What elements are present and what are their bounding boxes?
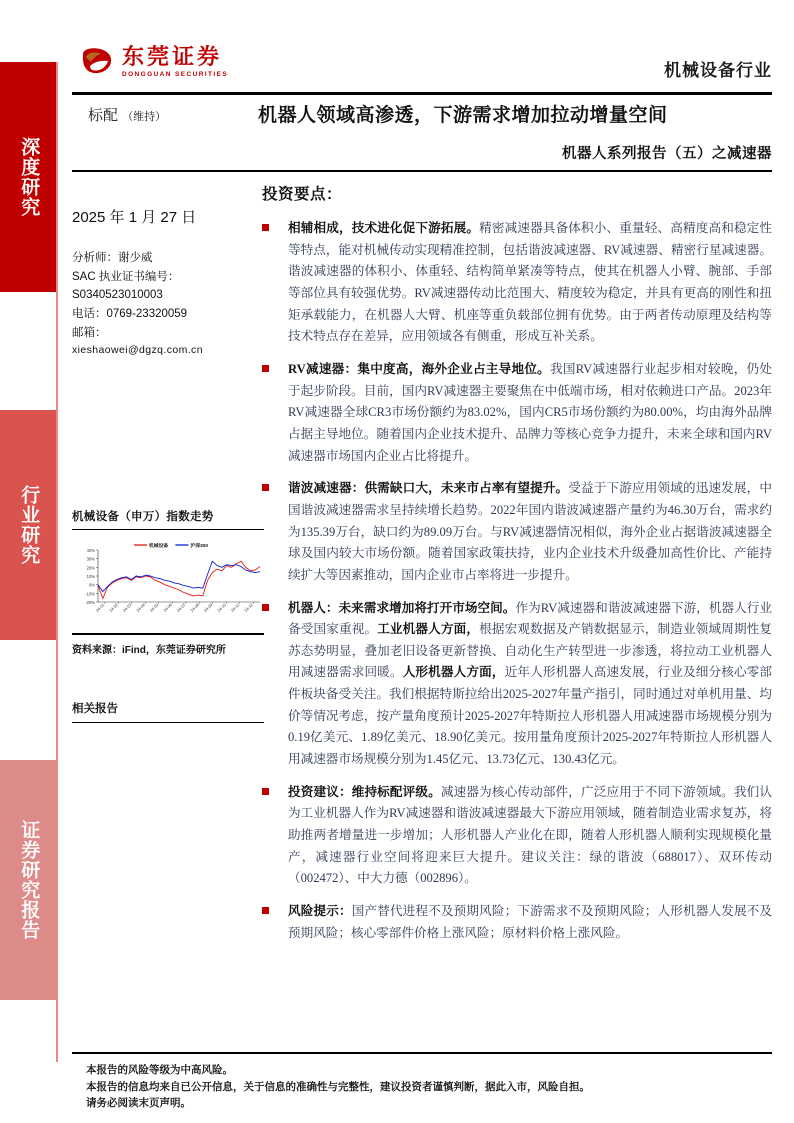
bullet-lead: 谐波减速器：供需缺口大，未来市占率有望提升。: [288, 481, 569, 496]
bullet-inline-emphasis-2: 人形机器人方面，: [402, 665, 505, 680]
sac-label: SAC 执业证书编号：: [72, 270, 180, 283]
chart-title: 机械设备（申万）指数走势: [72, 511, 214, 523]
bullet-item: [262, 218, 772, 348]
main-content: [262, 182, 772, 955]
analyst-phone: 电话：0769-23320059: [72, 307, 188, 320]
svg-text:24-12: 24-12: [243, 602, 254, 614]
bullet-body: 国产替代进程不及预期风险；下游需求不及预期风险；人形机器人发展不及预期风险；核心零部件价格上涨风险；原材料价格上涨风险。: [288, 904, 773, 940]
chart-plot-area: [72, 536, 264, 628]
svg-text:10%: 10%: [86, 574, 95, 580]
bullet-text: [288, 359, 772, 467]
svg-text:30%: 30%: [86, 557, 95, 563]
bullet-body: 减速器为核心传动部件，广泛应用于不同下游领域。我们认为工业机器人作为RV减速器和谐波减速器最大下游应用领域，随着制造业需求复苏，将助推两者增量进一步增加；人形机器人产业化在即，随着人形机器人顺利实现规模化量产，减速器行业空间将迎来巨大提升。建议关注：绿的谐波（688017）、双环传动（002472）、中大力德（002896）。: [288, 784, 773, 886]
footer-line-2: 本报告的信息均来自已公开信息，关于信息的准确性与完整性，建议投资者谨慎判断，据此入市，风险自担。: [86, 1080, 590, 1093]
footer-line-3: 请务必阅读末页声明。: [86, 1097, 191, 1110]
rating-block: [88, 104, 166, 125]
svg-text:24-07: 24-07: [175, 602, 187, 614]
bullet-lead: RV减速器：集中度高，海外企业占主导地位。: [288, 361, 551, 376]
publication-date: 2025 年 1 月 27 日: [72, 209, 197, 226]
svg-text:24-10: 24-10: [216, 602, 227, 614]
bullet-body: 精密减速器具备体积小、重量轻、高精度高和稳定性等特点，能对机械传动实现精准控制，包括谐波减速器、RV减速器、精密行星减速器。谐波减速器的体积小、体重轻、结构简单紧凑等特点，使其在机器人小臂、腕部、手部等部位具有较强优势。RV减速器传动比范围大、精度较为稳定，并具有更高的刚性和扭矩承载能力，在机器人大臂、机座等重负载部位拥有优势。由于两者传动原理及结构等技术特点存在差异，应用领域各有侧重，形成互补关系。: [288, 221, 773, 344]
rail-label-deep-research: 深度研究: [18, 137, 40, 217]
analyst-name: 分析师：谢少威: [72, 252, 153, 264]
bullet-body-part-2: 根据宏观数据及产销数据显示，制造业领域周期性复苏态势明显，叠加老旧设备更新替换、自动化生产转型进一步渗透，将拉动工业机器人用减速器需求回暖。: [288, 622, 773, 680]
page-title: 机器人领域高渗透，下游需求增加拉动增量空间: [258, 105, 668, 126]
rating-value: 标配: [88, 107, 119, 124]
left-info-column: [72, 206, 248, 359]
chart-source: 资料来源：iFind，东莞证券研究所: [72, 644, 226, 656]
index-trend-chart-card: [72, 508, 264, 656]
svg-text:24-03: 24-03: [121, 602, 133, 614]
industry-label: 机械设备行业: [664, 61, 772, 80]
logo-text: [122, 46, 228, 78]
rail-divider-line: [56, 62, 58, 1062]
sac-number: S0340523010003: [72, 289, 163, 302]
logo-english-name: DONGGUAN SECURITIES: [122, 71, 229, 78]
bullet-lead: 风险提示：: [288, 904, 352, 919]
bullet-item: [262, 901, 772, 944]
bullet-item: [262, 598, 772, 771]
rating-status: （维持）: [122, 111, 167, 123]
related-reports-rule: [72, 722, 264, 723]
svg-text:24-05: 24-05: [148, 602, 160, 614]
footer-line-1: 本报告的风险等级为中高风险。: [86, 1064, 233, 1076]
page-footer: [86, 1062, 776, 1112]
bullet-body-part-3: 近年人形机器人高速发展，行业及细分核心零部件板块备受关注。我们根据特斯拉给出2025-2027年量产指引，同时通过对单机用量、均价等情况考虑，按产量角度预计2025-2027年特斯拉人形机器人用减速器市场规模分别为0.19亿美元、1.89亿美元、18.90亿美元。按用量角度预计2025-2027年特斯拉人形机器人用减速器市场规模分别为1.45亿元、13.73亿元、130.43亿元。: [288, 665, 773, 767]
svg-text:0%: 0%: [88, 583, 95, 589]
bullet-marker-icon: [262, 788, 269, 795]
related-reports-section: [72, 700, 264, 723]
svg-text:40%: 40%: [86, 548, 95, 554]
svg-text:24-11: 24-11: [229, 602, 241, 614]
rail-segment-industry-research: [0, 410, 56, 640]
analyst-email-label: 邮箱：: [72, 326, 107, 339]
logo-mark-icon: [80, 47, 114, 77]
bullet-item: [262, 782, 772, 890]
bullet-text: [288, 901, 772, 944]
bullet-body-part-1: 作为RV减速器和谐波减速器下游，机器人行业备受国家重视。: [288, 600, 772, 637]
svg-text:沪深300: 沪深300: [190, 544, 209, 550]
analyst-email[interactable]: xieshaowei@dgzq.com.cn: [72, 344, 203, 357]
svg-text:24-08: 24-08: [189, 602, 200, 614]
bullet-item: [262, 359, 772, 467]
logo-chinese-name: 东莞证券: [122, 44, 223, 69]
footer-rule: [72, 1052, 772, 1054]
svg-text:20%: 20%: [86, 565, 95, 571]
bullet-inline-emphasis-1: 工业机器人方面，: [377, 622, 480, 637]
page-subtitle: 机器人系列报告（五）之减速器: [562, 146, 772, 162]
bullet-text: [288, 782, 772, 890]
investment-highlights-heading: 投资要点：: [262, 186, 343, 203]
header-rule-thin: [72, 170, 772, 172]
bullet-marker-icon: [262, 224, 269, 231]
bullet-text: [288, 218, 772, 348]
bullet-lead: 机器人：未来需求增加将打开市场空间。: [288, 600, 516, 615]
side-rail: [0, 0, 56, 1123]
svg-text:机械设备: 机械设备: [149, 544, 169, 550]
svg-text:-10%: -10%: [85, 591, 95, 597]
bullet-item: [262, 478, 772, 586]
bullet-text: [288, 478, 772, 586]
svg-text:24-01: 24-01: [94, 602, 106, 614]
bullet-text: [288, 598, 772, 771]
rail-segment-securities-research-report: [0, 760, 56, 1000]
rail-segment-deep-research: [0, 62, 56, 292]
company-logo: [80, 46, 228, 78]
bullet-marker-icon: [262, 604, 269, 611]
bullet-marker-icon: [262, 365, 269, 372]
page-header: [72, 44, 772, 96]
bullet-marker-icon: [262, 484, 269, 491]
svg-text:-20%: -20%: [85, 600, 95, 606]
rail-label-securities-research-report: 证券研究报告: [18, 820, 40, 940]
svg-text:24-04: 24-04: [135, 602, 146, 614]
bullet-lead: 投资建议：维持标配评级。: [288, 784, 441, 799]
header-rule-thick: [72, 92, 772, 95]
chart-bottom-rule: [72, 633, 264, 634]
rail-label-industry-research: 行业研究: [18, 485, 40, 565]
bullet-body: 我国RV减速器行业起步相对较晚，仍处于起步阶段。目前，国内RV减速器主要聚焦在中低端市场，相对依赖进口产品。2023年RV减速器全球CR3市场份额约为83.02%，国内CR5市场份额约为80.00%，均由海外品牌占据主导地位。随着国内企业技术提升、品牌力等核心竞争力提升，未来全球和国内RV减速器市场国内企业占比将提升。: [288, 361, 772, 463]
analyst-info: [72, 249, 248, 359]
bullet-body: 受益于下游应用领域的迅速发展，中国谐波减速器需求呈持续增长趋势。2022年国内谐波减速器产量约为46.30万台，需求约为135.39万台，缺口约为89.09万台。与RV减速器情况相似，海外企业占据谐波减速器全球及国内较大市场份额。随着国家政策扶持，业内企业技术升级叠加高性价比、产能持续扩大等因素推动，国内企业市占率将进一步提升。: [288, 481, 773, 582]
bullet-lead: 相辅相成，技术进化促下游拓展。: [288, 221, 480, 235]
svg-text:24-02: 24-02: [108, 602, 119, 614]
svg-text:24-09: 24-09: [202, 602, 214, 614]
svg-text:24-06: 24-06: [162, 602, 173, 614]
related-reports-title: 相关报告: [72, 703, 118, 715]
bullet-marker-icon: [262, 907, 269, 914]
chart-title-rule: [72, 529, 264, 530]
